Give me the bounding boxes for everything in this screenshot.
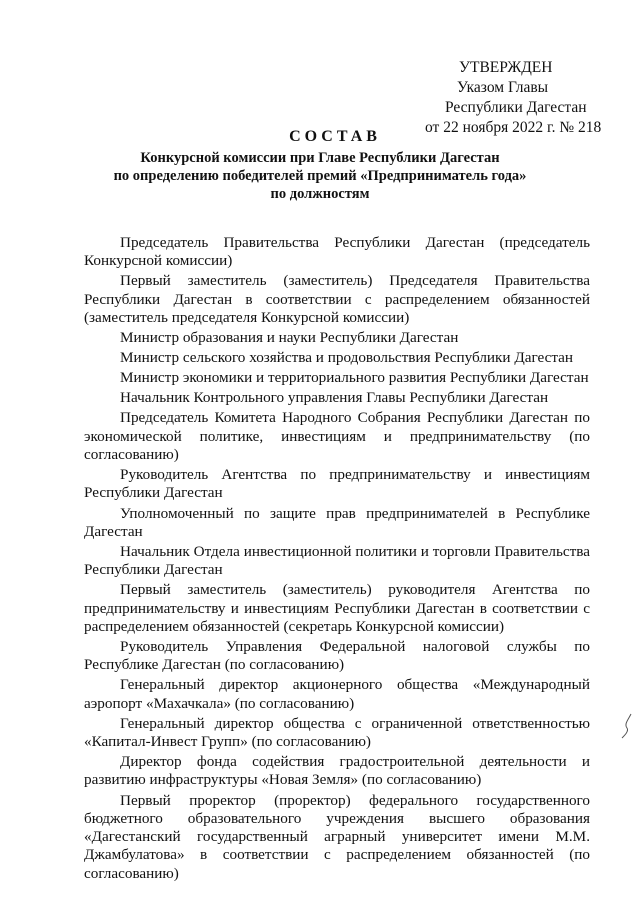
member-item: Руководитель Управления Федеральной налоговой службы по Республике Дагестан (по согласованию) [84,638,590,674]
members-list [84,234,590,883]
member-item: Первый заместитель (заместитель) руководителя Агентства по предпринимательству и инвестициям Республики Дагестан в соответствии с распределением обязанностей (секретарь Конкурсной комиссии) [84,581,590,635]
member-item: Первый проректор (проректор) федерального государственного бюджетного образовательного учреждения высшего образования «Дагестанский государственный аграрный университет имени М.М. Джамбулатова» в соответствии с распределением обязанностей (по согласованию) [84,791,590,882]
margin-pen-mark [620,712,634,740]
approval-line-approved: УТВЕРЖДЕН [459,59,553,76]
member-item: Министр экономики и территориального развития Республики Дагестан [120,369,589,387]
subtitle-line-1: Конкурсной комиссии при Главе Республики Дагестан [140,150,500,166]
member-item: Директор фонда содействия градостроительной деятельности и развитию инфраструктуры «Новая Земля» (по согласованию) [84,753,590,789]
member-item: Генеральный директор общества с ограниченной ответственностью «Капитал-Инвест Групп» (по согласованию) [84,714,590,751]
approval-line-decree: Указом Главы [457,79,549,96]
document-subtitle [0,149,640,203]
subtitle-line-2: по определению победителей премий «Предприниматель года» [113,168,527,184]
member-item: Начальник Отдела инвестиционной политики и торговли Правительства Республики Дагестан [84,542,590,579]
approval-stamp [425,58,625,138]
document-title: СОСТАВ [289,128,381,145]
approval-line-date: от 22 ноября 2022 г. № 218 [425,119,602,136]
member-item: Начальник Контрольного управления Главы Республики Дагестан [120,389,549,407]
member-item: Уполномоченный по защите прав предпринимателей в Республике Дагестан [84,504,590,540]
member-item: Министр сельского хозяйства и продовольствия Республики Дагестан [120,349,574,367]
subtitle-line-3: по должностям [270,186,370,202]
member-item: Генеральный директор акционерного общества «Международный аэропорт «Махачкала» (по согласованию) [84,676,590,712]
member-item: Председатель Правительства Республики Дагестан (председатель Конкурсной комиссии) [84,234,590,270]
member-item: Министр образования и науки Республики Дагестан [120,329,459,347]
member-item: Руководитель Агентства по предпринимательству и инвестициям Республики Дагестан [84,466,590,502]
member-item: Председатель Комитета Народного Собрания Республики Дагестан по экономической политике, инвестициям и предпринимательству (по согласованию) [84,409,590,464]
approval-line-republic: Республики Дагестан [445,99,587,116]
member-item: Первый заместитель (заместитель) Председателя Правительства Республики Дагестан в соответствии с распределением обязанностей (заместитель председателя Конкурсной комиссии) [84,272,590,326]
